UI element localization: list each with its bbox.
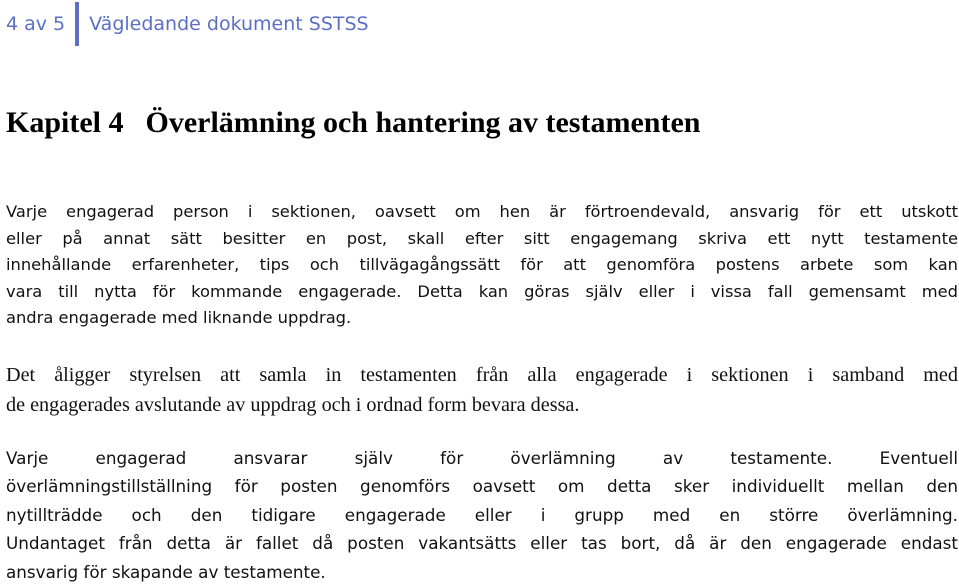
paragraph-line: de engagerades avslutande av uppdrag och i ordnad form bevara dessa. — [6, 394, 580, 416]
running-header — [6, 2, 369, 46]
paragraph-line: överlämningstillställning för posten genomförs oavsett om detta sker individuellt mellan den — [6, 476, 958, 497]
paragraph-line: Varje engagerad person i sektionen, oavsett om hen är förtroendevald, ansvarig för ett utskott — [6, 202, 958, 221]
chapter-title: Överlämning och hantering av testamenten — [145, 106, 701, 139]
paragraph-line: eller på annat sätt besitter en post, skall efter sitt engagemang skriva ett nytt testamente — [6, 228, 958, 248]
paragraph-line: andra engagerade med liknande uppdrag. — [6, 308, 352, 327]
paragraph-line: innehållande erfarenheter, tips och tillvägagångssätt för att genomföra postens arbete som kan — [6, 255, 958, 274]
paragraph-handover — [6, 444, 958, 586]
paragraph-line: nytillträdde och den tidigare engagerade eller i grupp med en större överlämning. — [6, 504, 958, 525]
paragraph-testament-duty — [6, 199, 958, 332]
paragraph-line: Varje engagerad ansvarar själv för överlämning av testamente. Eventuell — [6, 448, 958, 468]
paragraph-board-responsibility — [6, 360, 958, 420]
paragraph-line: vara till nytta för kommande engagerade. Detta kan göras själv eller i vissa fall gemensamt med — [6, 281, 958, 301]
chapter-number: Kapitel 4 — [6, 106, 124, 139]
page-indicator: 4 av 5 — [6, 13, 66, 35]
paragraph-line: Det åligger styrelsen att samla in testamenten från alla engagerade i sektionen i samband med — [6, 364, 958, 386]
header-divider — [75, 2, 79, 46]
chapter-heading — [6, 106, 956, 140]
paragraph-line: ansvarig för skapande av testamente. — [6, 561, 326, 582]
paragraph-line: Undantaget från detta är fallet då posten vakantsätts eller tas bort, då är den engagerade endast — [6, 533, 958, 554]
document-title: Vägledande dokument SSTSS — [89, 13, 369, 35]
